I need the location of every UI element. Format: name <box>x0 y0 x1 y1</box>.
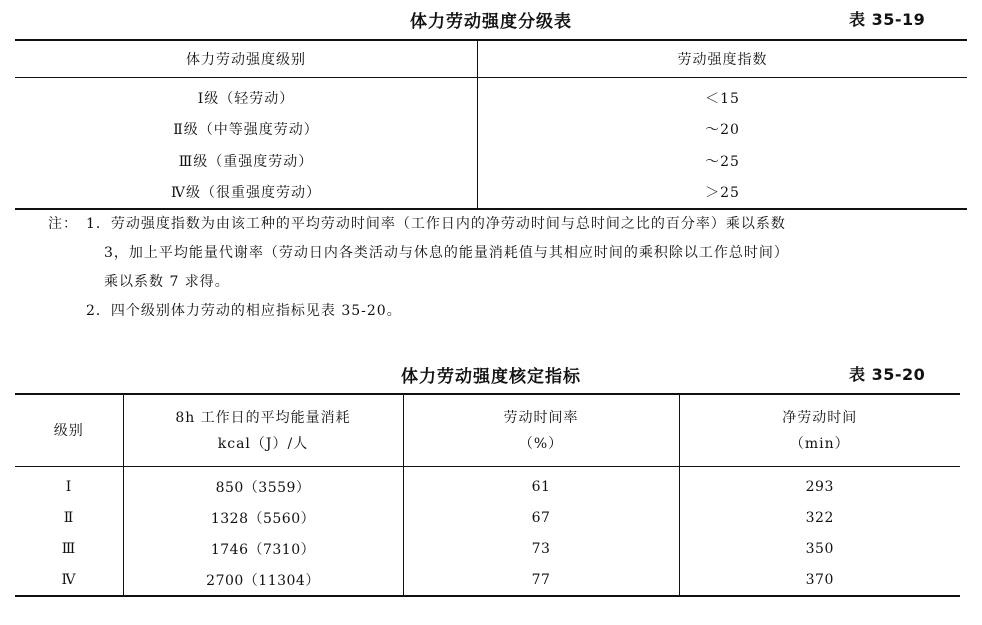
table1-cell-index: ＞25 <box>705 185 740 202</box>
table1-cell-index: ～25 <box>705 153 740 170</box>
table2-header-net-time <box>679 394 960 467</box>
table2-cell-net-time: 370 <box>805 571 834 588</box>
table2-cell-grade: Ⅲ <box>15 533 123 564</box>
notes <box>48 210 962 326</box>
table1-cell-level: Ⅰ级（轻劳动） <box>15 78 478 114</box>
table1-number: 表 35-19 <box>849 10 926 29</box>
note-2: 2．四个级别体力劳动的相应指标见表 35-20。 <box>86 303 402 319</box>
table1-cell-level: Ⅱ级（中等强度劳动） <box>15 114 478 146</box>
table-row <box>15 78 967 114</box>
table2-header-energy <box>123 394 403 467</box>
table2-cell-rate: 77 <box>403 564 679 596</box>
table2-header-row <box>15 394 960 467</box>
note-1-line-2: 3，加上平均能量代谢率（劳动日内各类活动与休息的能量消耗值与其相应时间的乘积除以工作总时间） <box>104 245 789 261</box>
table-row <box>15 145 967 177</box>
table2-cell-energy: 850（3559） <box>123 467 403 503</box>
table2-header-energy-line2: kcal（J）/人 <box>217 435 309 452</box>
table2-number: 表 35-20 <box>849 365 926 384</box>
table1-header-level: 体力劳动强度级别 <box>15 40 478 78</box>
table2-cell-energy: 1746（7310） <box>123 533 403 564</box>
table2-header-net-time-line1: 净劳动时间 <box>782 409 858 426</box>
note-1-line-1 <box>48 210 962 239</box>
table2-cell-rate: 61 <box>403 467 679 503</box>
table2-header-rate-line2: （%） <box>518 435 564 452</box>
table2-header-rate <box>403 394 679 467</box>
table2-cell-energy: 2700（11304） <box>123 564 403 596</box>
table2-cell-net-time: 293 <box>805 478 834 495</box>
table-35-19 <box>15 39 967 210</box>
table2-cell-rate: 73 <box>403 533 679 564</box>
table2-header-rate-line1: 劳动时间率 <box>503 409 579 426</box>
table1-header-row <box>15 40 967 78</box>
table2-cell-energy: 1328（5560） <box>123 502 403 533</box>
table1-title-row <box>0 7 982 33</box>
table2-title-row <box>0 362 982 388</box>
table-row <box>15 502 960 533</box>
table1-header-index: 劳动强度指数 <box>478 40 968 78</box>
table2-cell-grade: Ⅰ <box>15 467 123 503</box>
table2-cell-grade: Ⅱ <box>15 502 123 533</box>
table2-header-grade <box>15 394 123 467</box>
table-row <box>15 533 960 564</box>
table-row <box>15 564 960 596</box>
table-row <box>15 467 960 503</box>
table2-header-net-time-line2: （min） <box>789 435 850 452</box>
table2-cell-rate: 67 <box>403 502 679 533</box>
table2-title: 体力劳动强度核定指标 <box>401 367 581 387</box>
table2-cell-net-time: 350 <box>805 540 834 557</box>
table1-cell-level: Ⅲ级（重强度劳动） <box>15 145 478 177</box>
table-row <box>15 114 967 146</box>
table-row <box>15 177 967 210</box>
table2-cell-net-time: 322 <box>805 509 834 526</box>
table2-cell-grade: Ⅳ <box>15 564 123 596</box>
table1-title: 体力劳动强度分级表 <box>410 12 572 32</box>
note-prefix: 注： <box>48 216 78 232</box>
table1-cell-index: ～20 <box>705 122 740 139</box>
table2-header-grade-label: 级别 <box>53 422 84 439</box>
table1-cell-level: Ⅳ级（很重强度劳动） <box>15 177 478 210</box>
table-35-20 <box>15 393 960 597</box>
note-1-line-3: 乘以系数 7 求得。 <box>104 274 230 290</box>
note-1-text-a: 1．劳动强度指数为由该工种的平均劳动时间率（工作日内的净劳动时间与总时间之比的百分率）乘以系数 <box>86 216 786 232</box>
table2-header-energy-line1: 8h 工作日的平均能量消耗 <box>175 409 351 426</box>
table1-cell-index: ＜15 <box>705 90 740 107</box>
